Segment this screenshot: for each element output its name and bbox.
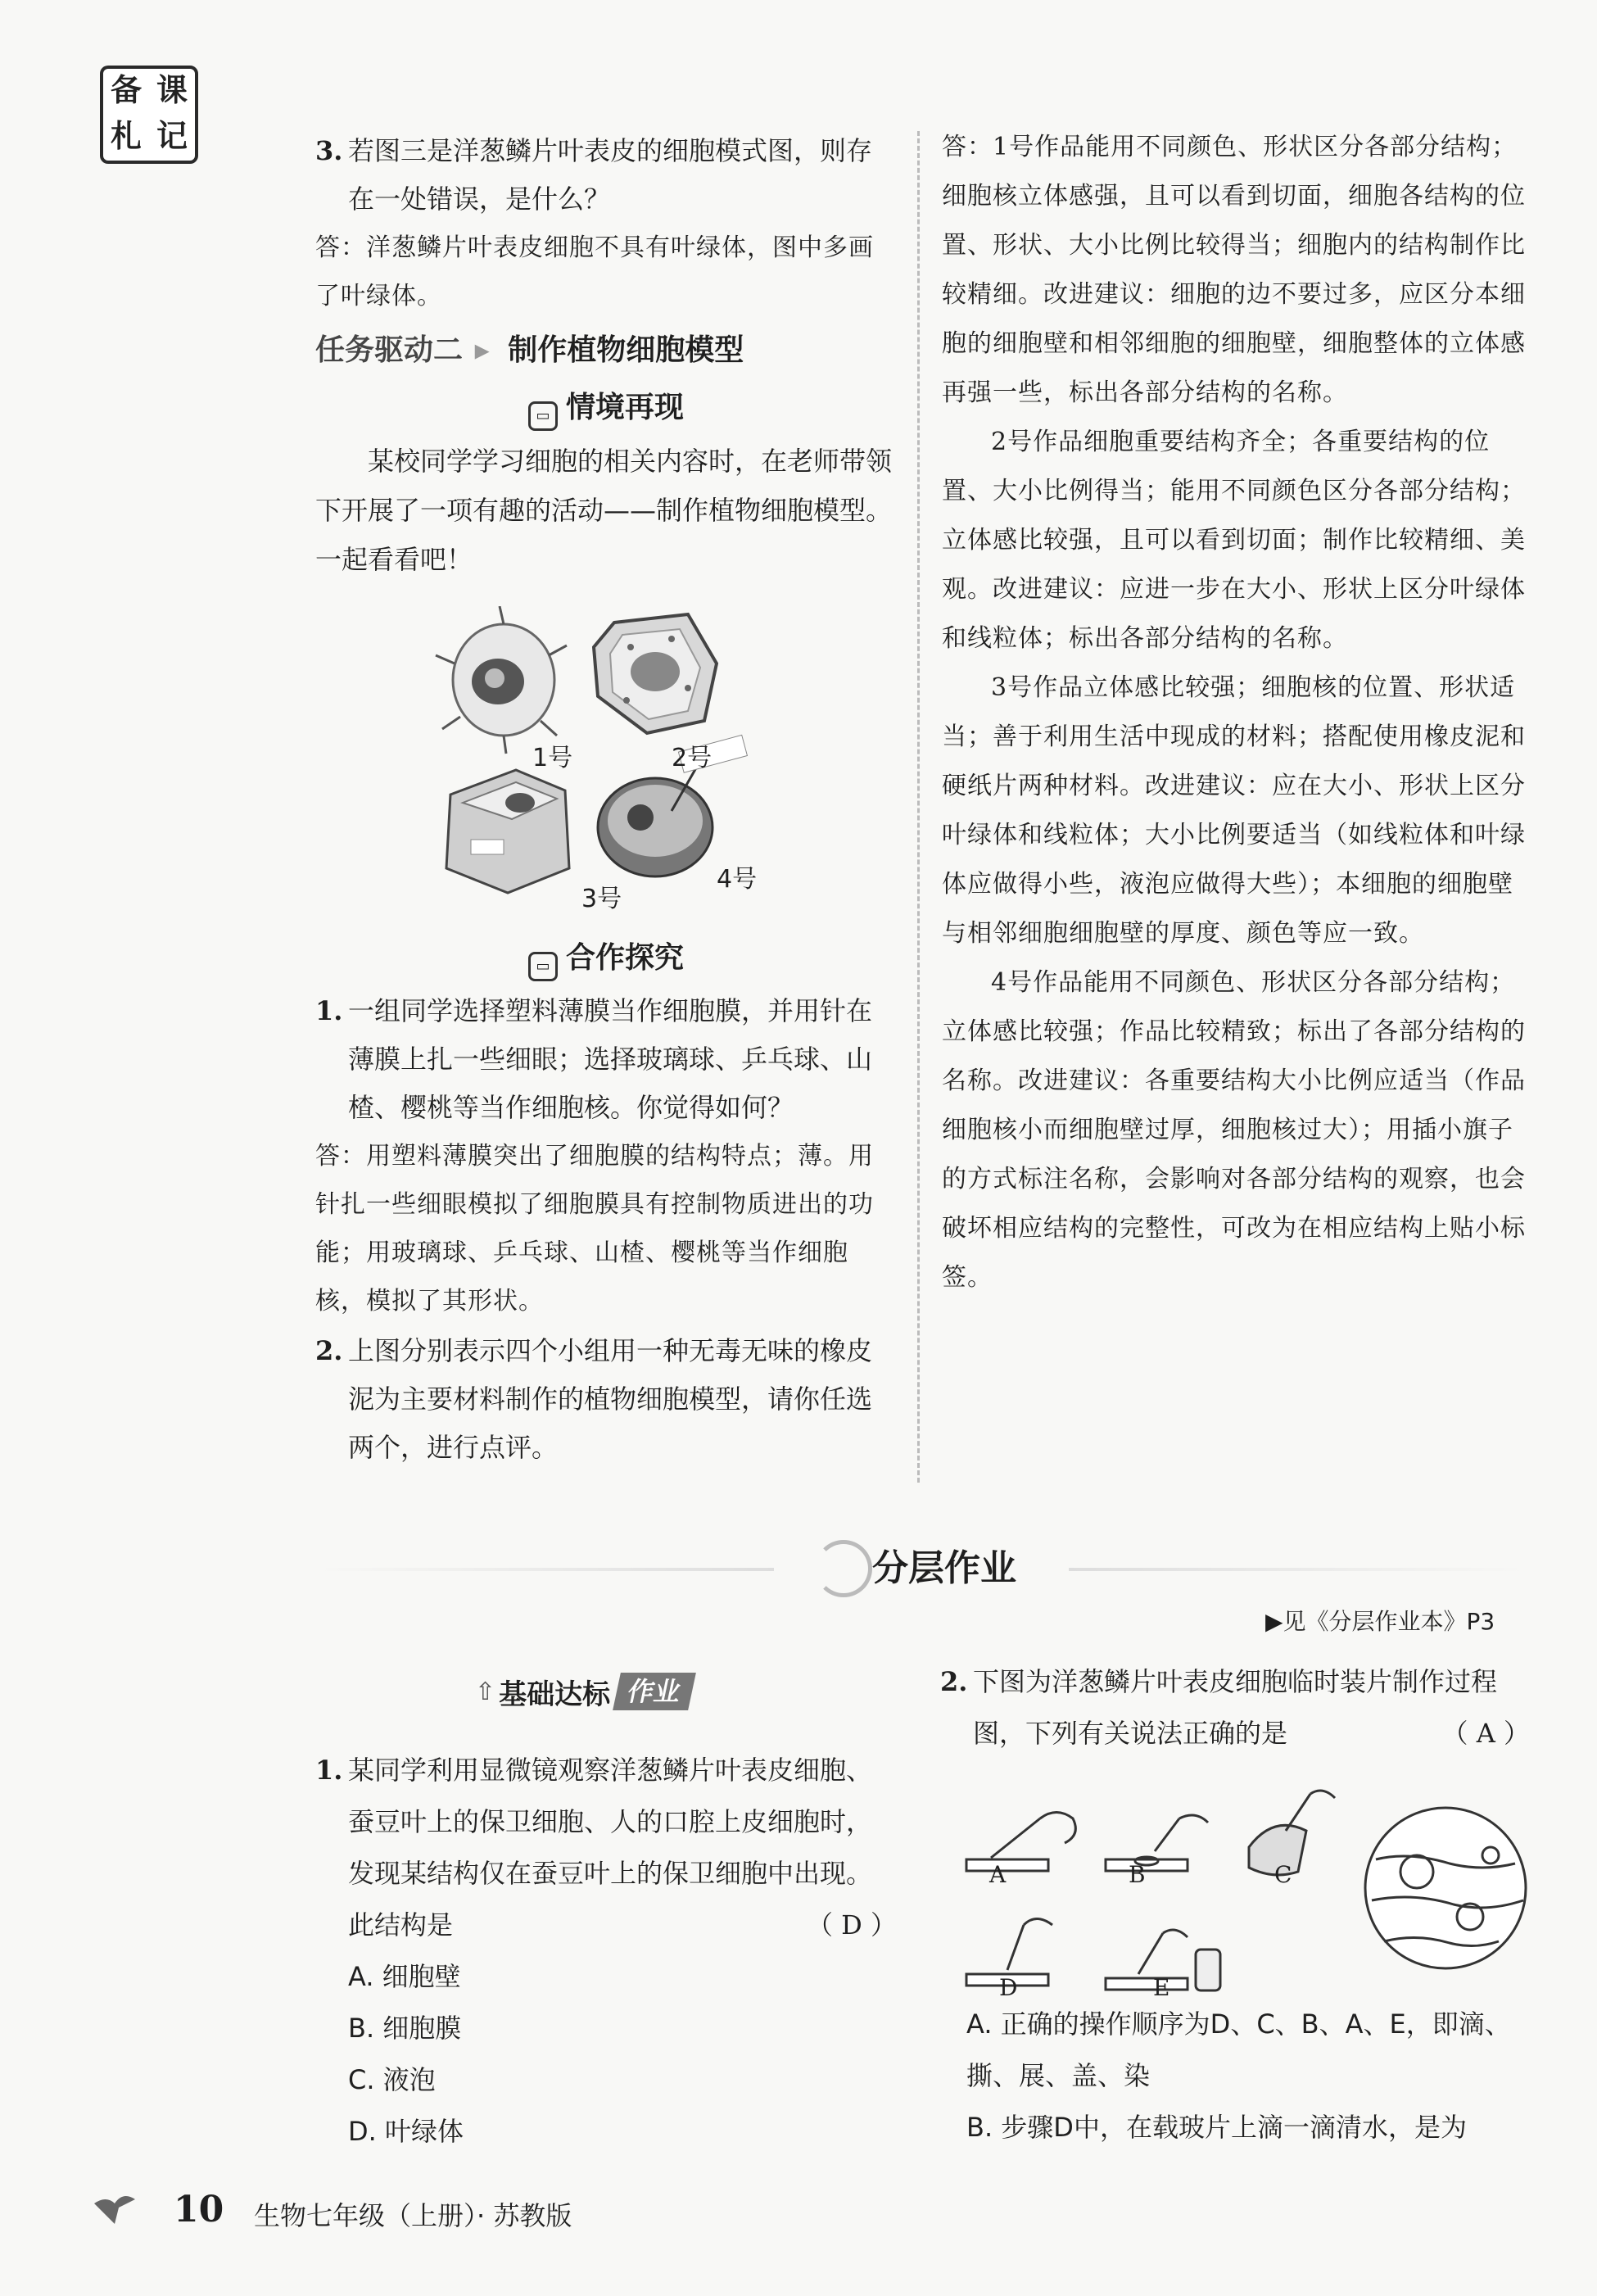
scenario-icon: ▭ <box>528 401 558 431</box>
slide-prep-figure <box>958 1769 1531 2007</box>
option-c: C. 液泡 <box>348 2064 436 2095</box>
play-icon: ▶ <box>1265 1608 1283 1635</box>
model-2-image <box>594 614 717 733</box>
hw-question-2-options <box>966 1999 1531 2153</box>
step-c-label: C <box>1274 1861 1292 1888</box>
review-paragraph-2: 2号作品细胞重要结构齐全；各重要结构的位置、大小比例得当；能用不同颜色区分各部分结构；立体感比较强，且可以看到切面；制作比较精细、美观。改进建议：应进一步在大小、形状上区分叶绿体和线粒体；标出各部分结构的名称。 <box>942 428 1526 653</box>
book-title: 生物七年级（上册）· 苏教版 <box>254 2200 572 2231</box>
slide-prep-illustration <box>958 1769 1531 2007</box>
hw-question-2 <box>940 1656 1530 1759</box>
banner-line-left <box>315 1568 774 1571</box>
task-title: 制作植物细胞模型 <box>508 333 744 367</box>
question-text: 下图为洋葱鳞片叶表皮细胞临时装片制作过程图，下列有关说法正确的是 <box>973 1666 1498 1749</box>
answer-3: 答：洋葱鳞片叶表皮细胞不具有叶绿体，图中多画了叶绿体。 <box>315 233 874 310</box>
step-b-label: B <box>1129 1861 1146 1888</box>
up-arrow-icon: ⇧ <box>475 1677 496 1706</box>
section-scenario <box>315 379 897 437</box>
question-number: 1. <box>315 1755 343 1786</box>
question-number: 2. <box>940 1666 968 1697</box>
question-1 <box>315 987 897 1132</box>
homework-title: 分层作业 <box>872 1547 1016 1589</box>
option-b: B. 细胞膜 <box>348 2013 462 2044</box>
review-paragraph-1: 答：1号作品能用不同颜色、形状区分各部分结构；细胞核立体感强，且可以看到切面，细胞各结构的位置、形状、大小比例比较得当；细胞内的结构制作比较精细。改进建议：细胞的边不要过多，应区分本细胞的细胞壁和相邻细胞的细胞壁，细胞整体的立体感再强一些，标出各部分结构的名称。 <box>942 133 1526 407</box>
review-paragraph-3: 3号作品立体感比较强；细胞核的位置、形状适当；善于利用生活中现成的材料；搭配使用橡皮泥和硬纸片两种材料。改进建议：应在大小、形状上区分叶绿体和线粒体；大小比例要适当（如线粒体和叶绿体应做得小些，液泡应做得大些）；本细胞的细胞壁与相邻细胞细胞壁的厚度、颜色等应一致。 <box>942 673 1526 948</box>
badge-label: 基础达标 <box>499 1678 611 1711</box>
section-title: 情境再现 <box>565 391 684 424</box>
footer-leaf-icon <box>90 2187 139 2228</box>
answer-choice: （ A ） <box>1441 1718 1530 1749</box>
section-cooperation <box>315 930 897 987</box>
review-paragraph-4: 4号作品能用不同颜色、形状区分各部分结构；立体感比较强；作品比较精致；标出了各部分结构的名称。改进建议：各重要结构大小比例应适当（作品细胞核小而细胞壁过厚，细胞核过大）；用插小旗子的方式标注名称，会影响对各部分结构的观察，也会破坏相应结构的完整性，可改为在相应结构上贴小标签。 <box>942 968 1526 1292</box>
stamp-char: 课 <box>156 71 188 108</box>
intro-paragraph: 某校同学学习细胞的相关内容时，在老师带领下开展了一项有趣的活动——制作植物细胞模型。一起看看吧！ <box>315 446 893 575</box>
option-d: D. 叶绿体 <box>348 2116 464 2147</box>
hw-question-1 <box>315 1745 897 2158</box>
stamp-char: 备 <box>110 71 142 108</box>
answer-1: 答：用塑料薄膜突出了细胞膜的结构特点；薄。用针扎一些细眼模拟了细胞膜具有控制物质进出的功能；用玻璃球、乒乓球、山楂、樱桃等当作细胞核，模拟了其形状。 <box>315 1142 874 1316</box>
question-number: 1. <box>315 995 343 1026</box>
reference-text: 见《分层作业本》P3 <box>1283 1608 1495 1635</box>
option-a: A. 细胞壁 <box>348 1961 461 1992</box>
question-3 <box>315 127 897 224</box>
model-1-label: 1号 <box>532 744 573 772</box>
workbook-reference <box>1265 1605 1495 1638</box>
question-text: 若图三是洋葱鳞片叶表皮的细胞模式图，则存在一处错误，是什么？ <box>348 135 873 215</box>
basic-badge <box>475 1671 692 1712</box>
homework-banner <box>315 1540 1527 1597</box>
model-1-image <box>436 606 567 754</box>
cell-models-figure <box>426 606 786 913</box>
page-number: 10 <box>174 2189 224 2230</box>
model-2-label: 2号 <box>672 744 713 772</box>
step-d-label: D <box>999 1974 1018 2001</box>
question-text: 某同学利用显微镜观察洋葱鳞片叶表皮细胞、蚕豆叶上的保卫细胞、人的口腔上皮细胞时，发现某结构仅在蚕豆叶上的保卫细胞中出现。此结构是 <box>348 1755 873 1941</box>
question-text: 一组同学选择塑料薄膜当作细胞膜，并用针在薄膜上扎一些细眼；选择玻璃球、乒乓球、山楂、樱桃等当作细胞核。你觉得如何？ <box>348 995 873 1123</box>
stamp-char: 记 <box>156 117 188 154</box>
model-3-label: 3号 <box>581 885 622 913</box>
section-title: 合作探究 <box>565 941 684 975</box>
task-heading <box>315 322 897 379</box>
left-column <box>315 127 897 584</box>
step-a-label: A <box>989 1861 1007 1888</box>
arrow-icon: ▸ <box>474 333 490 367</box>
model-4-label: 4号 <box>717 865 758 894</box>
badge-tag: 作业 <box>613 1673 696 1710</box>
question-text: 上图分别表示四个小组用一种无毒无味的橡皮泥为主要材料制作的植物细胞模型，请你任选两个，进行点评。 <box>348 1335 873 1463</box>
task-label: 任务驱动二 <box>315 333 464 367</box>
question-2 <box>315 1327 897 1472</box>
right-column <box>942 123 1527 1302</box>
column-divider <box>917 131 920 1483</box>
option-b: B. 步骤D中，在载玻片上滴一滴清水，是为 <box>966 2112 1467 2143</box>
stamp-char: 札 <box>110 117 142 154</box>
lesson-notes-stamp <box>100 66 198 164</box>
banner-swirl-icon <box>815 1540 872 1597</box>
step-e-label: E <box>1153 1974 1170 2001</box>
question-number: 3. <box>315 135 343 166</box>
question-number: 2. <box>315 1335 343 1366</box>
left-column-lower <box>315 930 897 1472</box>
cooperation-icon: ▭ <box>528 952 558 981</box>
banner-line-right <box>1069 1568 1527 1571</box>
model-3-image <box>446 770 569 893</box>
option-a: A. 正确的操作顺序为D、C、B、A、E，即滴、撕、展、盖、染 <box>966 2008 1511 2091</box>
answer-choice: （ D ） <box>806 1909 897 1941</box>
